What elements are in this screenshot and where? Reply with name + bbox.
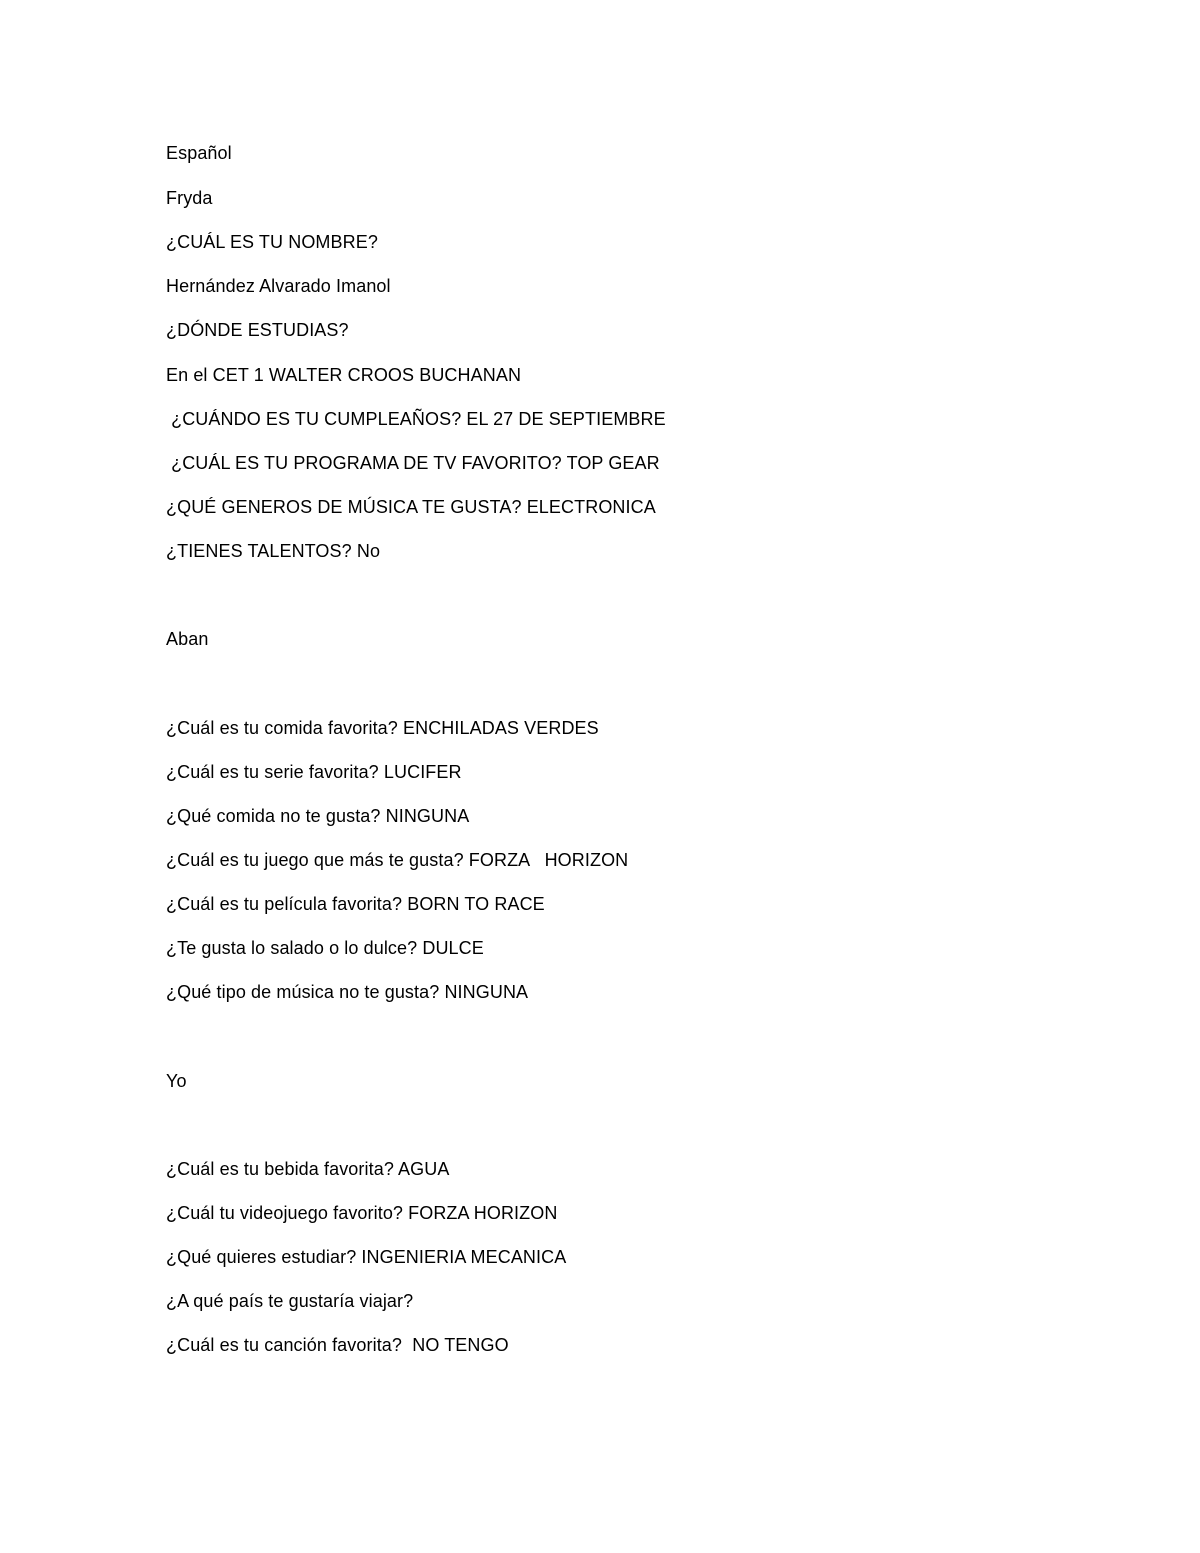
- question-line: ¿Cuál es tu juego que más te gusta? FORZA HORIZON: [166, 850, 629, 870]
- question-line: ¿Te gusta lo salado o lo dulce? DULCE: [166, 938, 484, 958]
- question-line: ¿Qué comida no te gusta? NINGUNA: [166, 806, 470, 826]
- question-line: ¿Cuál es tu comida favorita? ENCHILADAS VERDES: [166, 718, 599, 738]
- question-line: ¿Cuál es tu bebida favorita? AGUA: [166, 1159, 450, 1179]
- answer-line: Hernández Alvarado Imanol: [166, 276, 391, 296]
- question-line: ¿CUÁNDO ES TU CUMPLEAÑOS? EL 27 DE SEPTIEMBRE: [166, 409, 666, 429]
- answer-line: En el CET 1 WALTER CROOS BUCHANAN: [166, 365, 522, 385]
- question-line: ¿Qué tipo de música no te gusta? NINGUNA: [166, 982, 529, 1002]
- question-line: ¿A qué país te gustaría viajar?: [166, 1291, 414, 1311]
- question-line: ¿Qué quieres estudiar? INGENIERIA MECANICA: [166, 1247, 567, 1267]
- document-title: Español: [166, 143, 232, 163]
- question-line: ¿Cuál es tu película favorita? BORN TO RACE: [166, 894, 545, 914]
- question-line: ¿DÓNDE ESTUDIAS?: [166, 320, 349, 340]
- question-line: ¿Cuál es tu canción favorita? NO TENGO: [166, 1335, 509, 1355]
- question-line: ¿Cuál es tu serie favorita? LUCIFER: [166, 762, 462, 782]
- section-heading-yo: Yo: [166, 1071, 187, 1091]
- question-line: ¿QUÉ GENEROS DE MÚSICA TE GUSTA? ELECTRONICA: [166, 497, 656, 517]
- question-line: ¿CUÁL ES TU PROGRAMA DE TV FAVORITO? TOP GEAR: [166, 453, 660, 473]
- question-line: ¿CUÁL ES TU NOMBRE?: [166, 232, 378, 252]
- section-heading-aban: Aban: [166, 629, 209, 649]
- question-line: ¿Cuál tu videojuego favorito? FORZA HORIZON: [166, 1203, 558, 1223]
- section-heading-fryda: Fryda: [166, 188, 213, 208]
- question-line: ¿TIENES TALENTOS? No: [166, 541, 381, 561]
